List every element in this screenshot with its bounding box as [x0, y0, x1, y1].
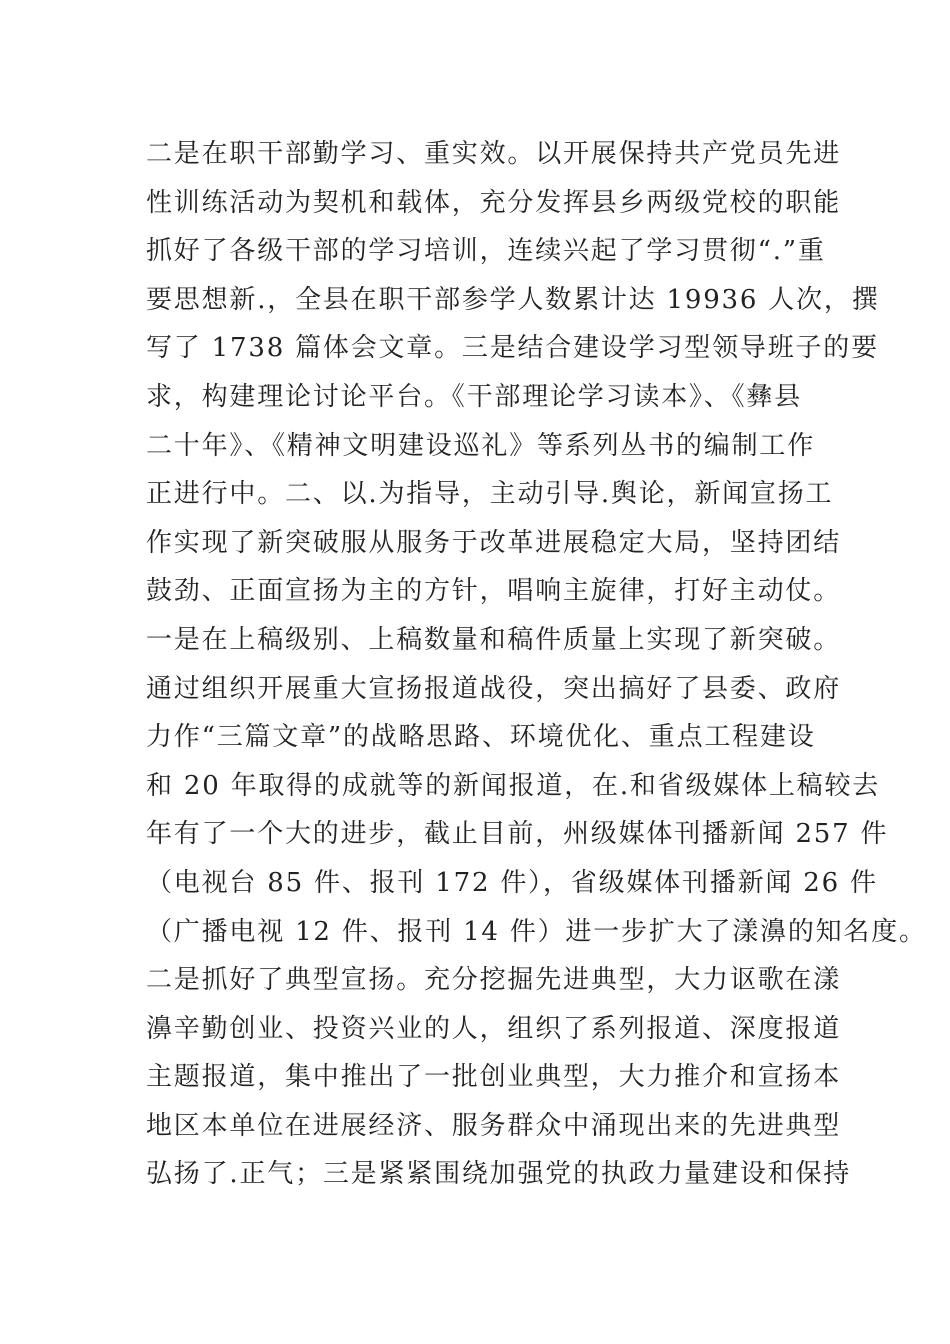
- text-line: 濞辛勤创业、投资兴业的人，组织了系列报道、深度报道: [146, 1013, 842, 1044]
- text-line: （广播电视 12 件、报刊 14 件）进一步扩大了漾濞的知名度。: [146, 916, 927, 947]
- text-line: 鼓劲、正面宣扬为主的方针，唱响主旋律，打好主动仗。: [146, 576, 842, 607]
- body-text: [146, 130, 927, 1199]
- text-line: 通过组织开展重大宣扬报道战役，突出搞好了县委、政府: [146, 673, 842, 704]
- text-line: 求，构建理论讨论平台。《干部理论学习读本》、《彝县: [146, 381, 803, 412]
- text-line: 作实现了新突破服从服务于改革进展稳定大局，坚持团结: [146, 527, 842, 558]
- text-line: 地区本单位在进展经济、服务群众中涌现出来的先进典型: [146, 1110, 842, 1141]
- text-line: 性训练活动为契机和载体，充分发挥县乡两级党校的职能: [146, 187, 842, 218]
- text-line: 年有了一个大的进步，截止目前，州级媒体刊播新闻 257 件: [146, 819, 889, 850]
- text-line: 一是在上稿级别、上稿数量和稿件质量上实现了新突破。: [146, 624, 842, 655]
- text-line: 正进行中。二、以.为指导，主动引导.舆论，新闻宣扬工: [146, 479, 834, 510]
- text-line: 二是在职干部勤学习、重实效。以开展保持共产党员先进: [146, 139, 842, 169]
- text-line: 和 20 年取得的成就等的新闻报道，在.和省级媒体上稿较去: [146, 770, 881, 801]
- text-line: 主题报道，集中推出了一批创业典型，大力推介和宣扬本: [146, 1062, 842, 1093]
- text-line: 要思想新.，全县在职干部参学人数累计达 19936 人次，撰: [146, 284, 880, 315]
- text-line: （电视台 85 件、报刊 172 件），省级媒体刊播新闻 26 件: [146, 867, 878, 898]
- text-line: 写了 1738 篇体会文章。三是结合建设学习型领导班子的要: [146, 333, 879, 364]
- text-line: 抓好了各级干部的学习培训，连续兴起了学习贯彻“.”重: [146, 236, 826, 267]
- text-line: 力作“三篇文章”的战略思路、环境优化、重点工程建设: [146, 722, 816, 753]
- text-line: 二是抓好了典型宣扬。充分挖掘先进典型，大力讴歌在漾: [146, 965, 842, 996]
- text-line: 弘扬了.正气；三是紧紧围绕加强党的执政力量建设和保持: [146, 1159, 852, 1190]
- text-line: 二十年》、《精神文明建设巡礼》等系列丛书的编制工作: [146, 430, 816, 461]
